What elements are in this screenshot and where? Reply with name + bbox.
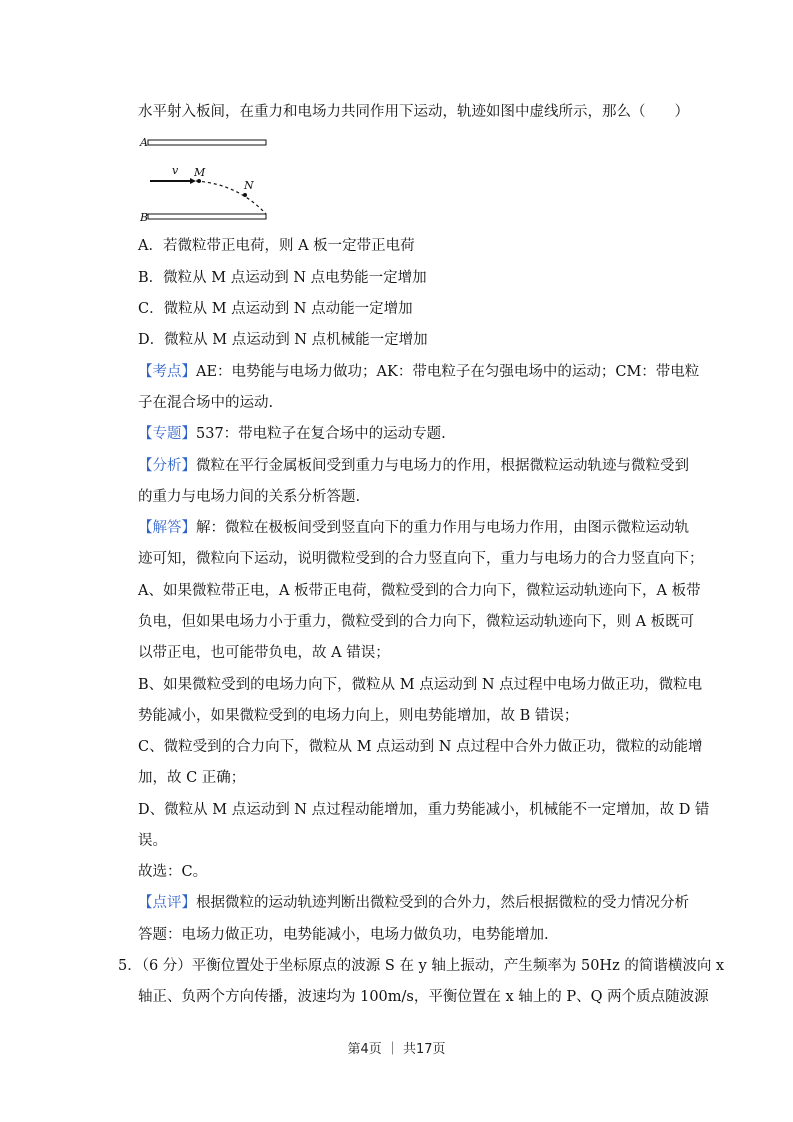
fenxi-tag: 【分析】 [138, 458, 196, 474]
dianping-line1: 【点评】根据微粒的运动轨迹判断出微粒受到的合外力，然后根据微粒的受力情况分析 [138, 895, 689, 911]
jieda-line10: D、微粒从 M 点运动到 N 点过程动能增加，重力势能减小，机械能不一定增加，故 D 错 [138, 802, 710, 818]
point-n [243, 193, 247, 197]
point-m [197, 179, 201, 183]
jieda-line2: 迹可知，微粒向下运动，说明微粒受到的合力竖直向下，重力与电场力的合力竖直向下； [138, 551, 704, 567]
option-c: C．微粒从 M 点运动到 N 点动能一定增加 [138, 301, 413, 317]
trajectory [196, 181, 266, 214]
kaodian-line2: 子在混合场中的运动. [138, 395, 274, 411]
point-n-label: N [244, 179, 254, 192]
jieda-tag: 【解答】 [138, 520, 196, 536]
fenxi-line2: 的重力与电场力间的关系分析答题. [138, 489, 361, 505]
jieda-line11: 误。 [138, 833, 167, 849]
zhuanti-line: 【专题】537：带电粒子在复合场中的运动专题. [138, 426, 446, 442]
point-m-label: M [194, 166, 206, 179]
question-intro: 水平射入板间，在重力和电场力共同作用下运动，轨迹如图中虚线所示，那么（ ） [138, 104, 689, 120]
jieda-line7: 势能减小，如果微粒受到的电场力向上，则电势能增加，故 B 错误； [138, 708, 579, 724]
jieda-line12: 故选：C。 [138, 864, 208, 880]
question5-line1: 5．（6 分）平衡位置处于坐标原点的波源 S 在 y 轴上振动，产生频率为 50Hz 的简谐横波向 x [118, 958, 725, 974]
jieda-line9: 加，故 C 正确； [138, 770, 246, 786]
plate-a [148, 140, 266, 145]
plate-a-label: A [140, 136, 148, 149]
jieda-line1: 【解答】解：微粒在极板间受到竖直向下的重力作用与电场力作用，由图示微粒运动轨 [138, 520, 689, 536]
jieda-line3: A、如果微粒带正电，A 板带正电荷，微粒受到的合力向下，微粒运动轨迹向下，A 板带 [138, 583, 701, 599]
zhuanti-tag: 【专题】 [138, 426, 196, 442]
plate-b [148, 214, 266, 219]
dianping-tag: 【点评】 [138, 895, 196, 911]
jieda-line5: 以带正电，也可能带负电，故 A 错误； [138, 645, 390, 661]
question5-line2: 轴正、负两个方向传播，波速均为 100m/s，平衡位置在 x 轴上的 P、Q 两个质点随波源 [138, 989, 709, 1005]
fenxi-line1: 【分析】微粒在平行金属板间受到重力与电场力的作用，根据微粒运动轨迹与微粒受到 [138, 458, 689, 474]
page-footer: 第4页 ｜ 共17页 [347, 1042, 446, 1057]
jieda-line4: 负电，但如果电场力小于重力，微粒受到的合力向下，微粒运动轨迹向下，则 A 板既可 [138, 614, 695, 630]
jieda-line8: C、微粒受到的合力向下，微粒从 M 点运动到 N 点过程中合外力做正功，微粒的动能增 [138, 739, 703, 755]
capacitor-figure [138, 132, 278, 227]
velocity-label: v [172, 164, 179, 177]
option-d: D．微粒从 M 点运动到 N 点机械能一定增加 [138, 332, 428, 348]
dianping-line2: 答题：电场力做正功，电势能减小，电场力做负功，电势能增加. [138, 927, 549, 943]
option-a: A．若微粒带正电荷，则 A 板一定带正电荷 [138, 238, 415, 254]
option-b: B．微粒从 M 点运动到 N 点电势能一定增加 [138, 270, 427, 286]
plate-b-label: B [140, 211, 149, 224]
jieda-line6: B、如果微粒受到的电场力向下，微粒从 M 点运动到 N 点过程中电场力做正功，微粒电 [138, 677, 703, 693]
kaodian-tag: 【考点】 [138, 364, 196, 380]
kaodian-line1: 【考点】AE：电势能与电场力做功；AK：带电粒子在匀强电场中的运动；CM：带电粒 [138, 364, 700, 380]
